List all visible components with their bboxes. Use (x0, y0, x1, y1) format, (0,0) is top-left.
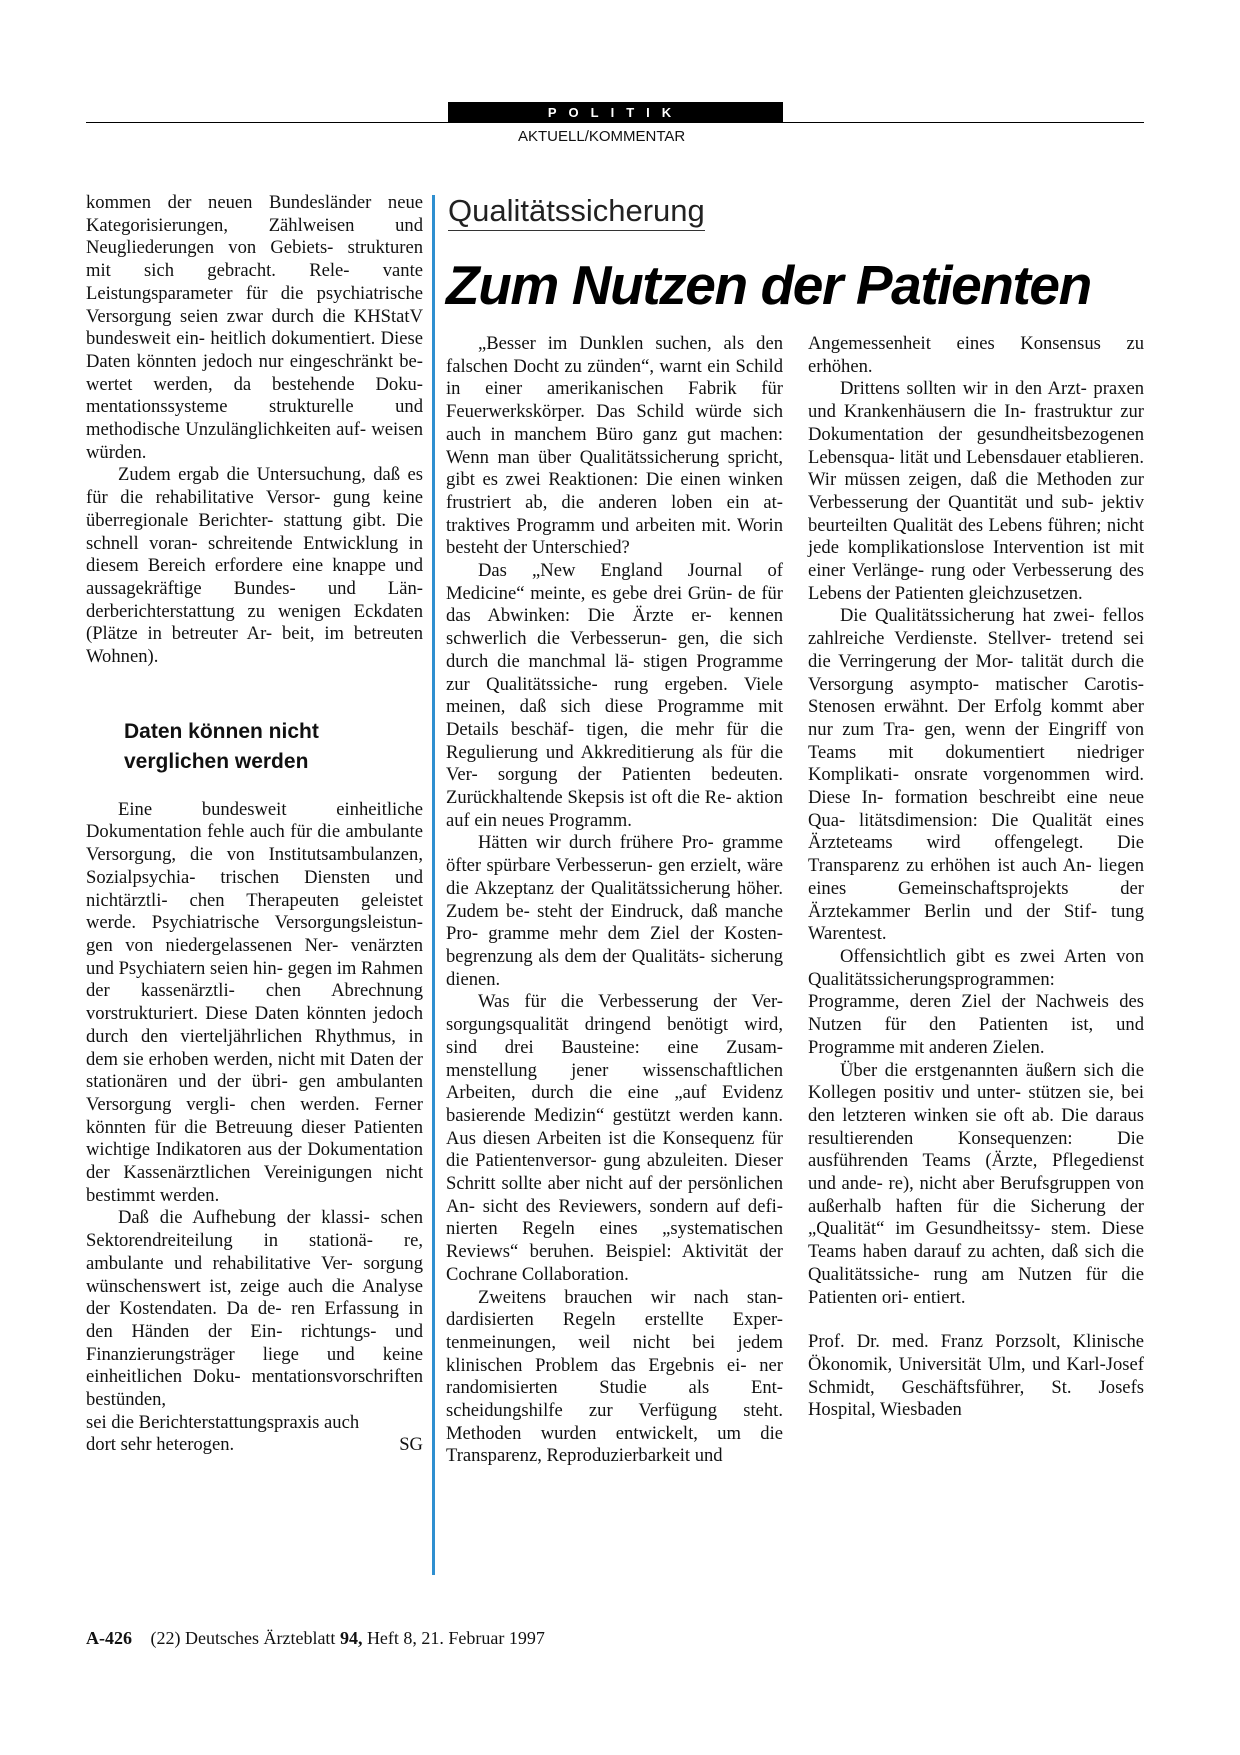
author-initials: SG (399, 1434, 423, 1456)
article-column-2 (808, 333, 1144, 1422)
article-column-1 (446, 333, 783, 1468)
paragraph-end: dort sehr heterogen. (86, 1434, 235, 1456)
issue-date: Heft 8, 21. Februar 1997 (366, 1628, 545, 1648)
paragraph: Zweitens brauchen wir nach stan- dardisierten Regeln erstellte Exper- tenmeinungen, weil nicht bei jedem klinischen Problem das Ergebnis ei- ner randomisierten Studie als Ent- scheidungshilfe zur Verfügung steht. Methoden wurden entwickelt, um die Transparenz, Reproduzierbarkeit und (446, 1286, 783, 1467)
page-number: A-426 (86, 1628, 132, 1648)
paragraph: Über die erstgenannten äußern sich die Kollegen positiv und unter- stützen sie, bei den letzteren winken sie oft ab. Die daraus resultierenden Konsequenzen: Die ausführenden Teams (Ärzte, Pflegedienst und ande- re), nicht aber Berufsgruppen von außerhalb haften für die Sicherung der „Qualität“ im Gesundheitssy- stem. Diese Teams haben darauf zu achten, daß sich die Qualitätssiche- rung am Nutzen für die Patienten ori- entiert. (808, 1059, 1144, 1308)
paragraph: Was für die Verbesserung der Ver- sorgungsqualität dringend benötigt wird, sind drei Bausteine: eine Zusam- menstellung jener wissenschaftlichen Arbeiten, durch die eine „auf Evidenz basierende Medizin“ gestützt werden kann. Aus diesen Arbeiten ist die Konsequenz für die Patientenversor- gung abzuleiten. Dieser Schritt sollte aber nicht auf der persönlichen An- sicht des Reviewers, sondern auf defi- nierten Regeln eines „systematischen Reviews“ beruhen. Beispiel: Aktivität der Cochrane Collaboration. (446, 991, 783, 1285)
paragraph: sei die Berichterstattungspraxis auch (86, 1411, 360, 1433)
left-column (86, 192, 423, 1457)
section-label: POLITIK (448, 102, 783, 123)
paragraph: Offensichtlich gibt es zwei Arten von Qualitätssicherungsprogrammen: Programme, deren Ziel der Nachweis des Nutzen für den Patienten ist, und Programme mit anderen Zielen. (808, 945, 1144, 1058)
paragraph: Die Qualitätssicherung hat zwei- fellos zahlreiche Verdienste. Stellver- tretend sei die Verringerung der Mor- talität durch die Versorgung asympto- matischer Carotis-Stenosen erwähnt. Der Erfolg kommt aber nur zum Tra- gen, wenn der Eingriff von Teams mit dokumentiert niedriger Komplikati- onsrate vorgenommen wird. Diese In- formation beschreibt eine neue Qua- litätsdimension: Die Qualität eines Ärzteteams wird offengelegt. Die Transparenz zu erhöhen ist auch An- liegen eines Gemeinschaftsprojekts der Ärztekammer Berlin und der Stif- tung Warentest. (808, 605, 1144, 945)
page-footer (86, 1628, 545, 1649)
paragraph: Eine bundesweit einheitliche Dokumentation fehle auch für die ambulante Versorgung, die von Institutsambulanzen, Sozialpsychia- trischen Diensten und nichtärztli- chen Therapeuten geleistet werde. Psychiatrische Versorgungsleistun- gen von niedergelassenen Ner- venärzten und Psychiatern seien hin- gegen im Rahmen der kassenärztli- chen Abrechnung vorstrukturiert. Diese Daten könnten jedoch durch den vierteljährlichen Rhythmus, in dem sie erhoben werden, nicht mit Daten der stationären und der übri- gen ambulanten Versorgung vergli- chen werden. Ferner könnten für die Betreuung dieser Patienten wichtige Indikatoren aus der Dokumentation der Kassenärztlichen Vereinigungen nicht bestimmt werden. (86, 798, 423, 1206)
journal-name: (22) Deutsches Ärzteblatt (150, 1628, 336, 1648)
paragraph: Angemessenheit eines Konsensus zu erhöhen. (808, 333, 1144, 377)
section-heading: Daten können nicht verglichen werden (124, 719, 319, 773)
paragraph: Zudem ergab die Untersuchung, daß es für die rehabilitative Versor- gung keine überregionale Berichter- stattung gibt. Die schnell voran- schreitende Entwicklung in diesem Bereich erfordere eine knappe und aussagekräftige Bundes- und Län- derberichterstattung zu wenigen Eckdaten (Plätze in betreuter Ar- beit, im betreuten Wohnen). (86, 464, 423, 668)
author-credits: Prof. Dr. med. Franz Porzsolt, Klinische Ökonomik, Universität Ulm, und Karl-Josef Schmidt, Geschäftsführer, St. Josefs Hospital, Wiesbaden (808, 1331, 1144, 1421)
column-divider (432, 195, 435, 1575)
volume-number: 94, (339, 1628, 363, 1648)
article-title: Zum Nutzen der Patienten (446, 254, 1091, 316)
paragraph: Drittens sollten wir in den Arzt- praxen und Krankenhäusern die In- frastruktur zur Dokumentation der gesundheitsbezogenen Lebensqua- lität und Lebensdauer etablieren. Wir müssen zeigen, daß die Methoden zur Verbesserung der Quantität und sub- jektiv beurteilten Qualität des Lebens führen; nicht jede komplikationslose Intervention ist mit einer Verlänge- rung oder Verbesserung des Lebens der Patienten gleichzusetzen. (808, 378, 1144, 604)
paragraph: kommen der neuen Bundesländer neue Kategorisierungen, Zählweisen und Neugliederungen von Gebiets- strukturen mit sich gebracht. Rele- vante Leistungsparameter für die psychiatrische Versorgung seien zwar durch die KHStatV bundesweit ein- heitlich dokumentiert. Diese Daten könnten jedoch nur eingeschränkt be- wertet werden, da bestehende Doku- mentationssysteme strukturelle und methodische Unzulänglichkeiten auf- weisen würden. (86, 192, 423, 463)
article-kicker: Qualitätssicherung (448, 193, 705, 231)
paragraph: Hätten wir durch frühere Pro- gramme öfter spürbare Verbesserun- gen erzielt, wäre die Akzeptanz der Qualitätssicherung höher. Zudem be- steht der Eindruck, daß manche Pro- gramme mehr dem Ziel der Kosten- begrenzung als dem der Qualitäts- sicherung dienen. (446, 832, 783, 990)
paragraph: „Besser im Dunklen suchen, als den falschen Docht zu zünden“, warnt ein Schild in einer amerikanischen Fabrik für Feuerwerkskörper. Das Schild würde sich auch in manchem Büro ganz gut machen: Wenn man über Qualitätssicherung spricht, gibt es zwei Reaktionen: Die einen winken frustriert ab, die anderen loben ein at- traktives Programm und arbeiten mit. Worin besteht der Unterschied? (446, 333, 783, 559)
paragraph: Daß die Aufhebung der klassi- schen Sektorendreiteilung in stationä- re, ambulante und rehabilitative Ver- sorgung wünschenswert ist, zeige auch die Analyse der Kostendaten. Da de- ren Erfassung in den Händen der Ein- richtungs- und Finanzierungsträger liege und keine einheitlichen Doku- mentationsvorschriften bestünden, (86, 1207, 423, 1411)
signature-line (86, 1434, 423, 1457)
subsection-label: AKTUELL/KOMMENTAR (518, 128, 686, 145)
paragraph: Das „New England Journal of Medicine“ meinte, es gebe drei Grün- de für das Abwinken: Die Ärzte er- kennen schwerlich die Verbesserun- gen, die sich durch die manchmal lä- stigen Programme zur Qualitätssiche- rung ergeben. Viele meinen, daß sich diese Programme mit Details beschäf- tigen, die mehr für die Regulierung und Akkreditierung als für die Ver- sorgung der Patienten bedeuten. Zurückhaltende Skepsis ist oft die Re- aktion auf ein neues Programm. (446, 560, 783, 831)
